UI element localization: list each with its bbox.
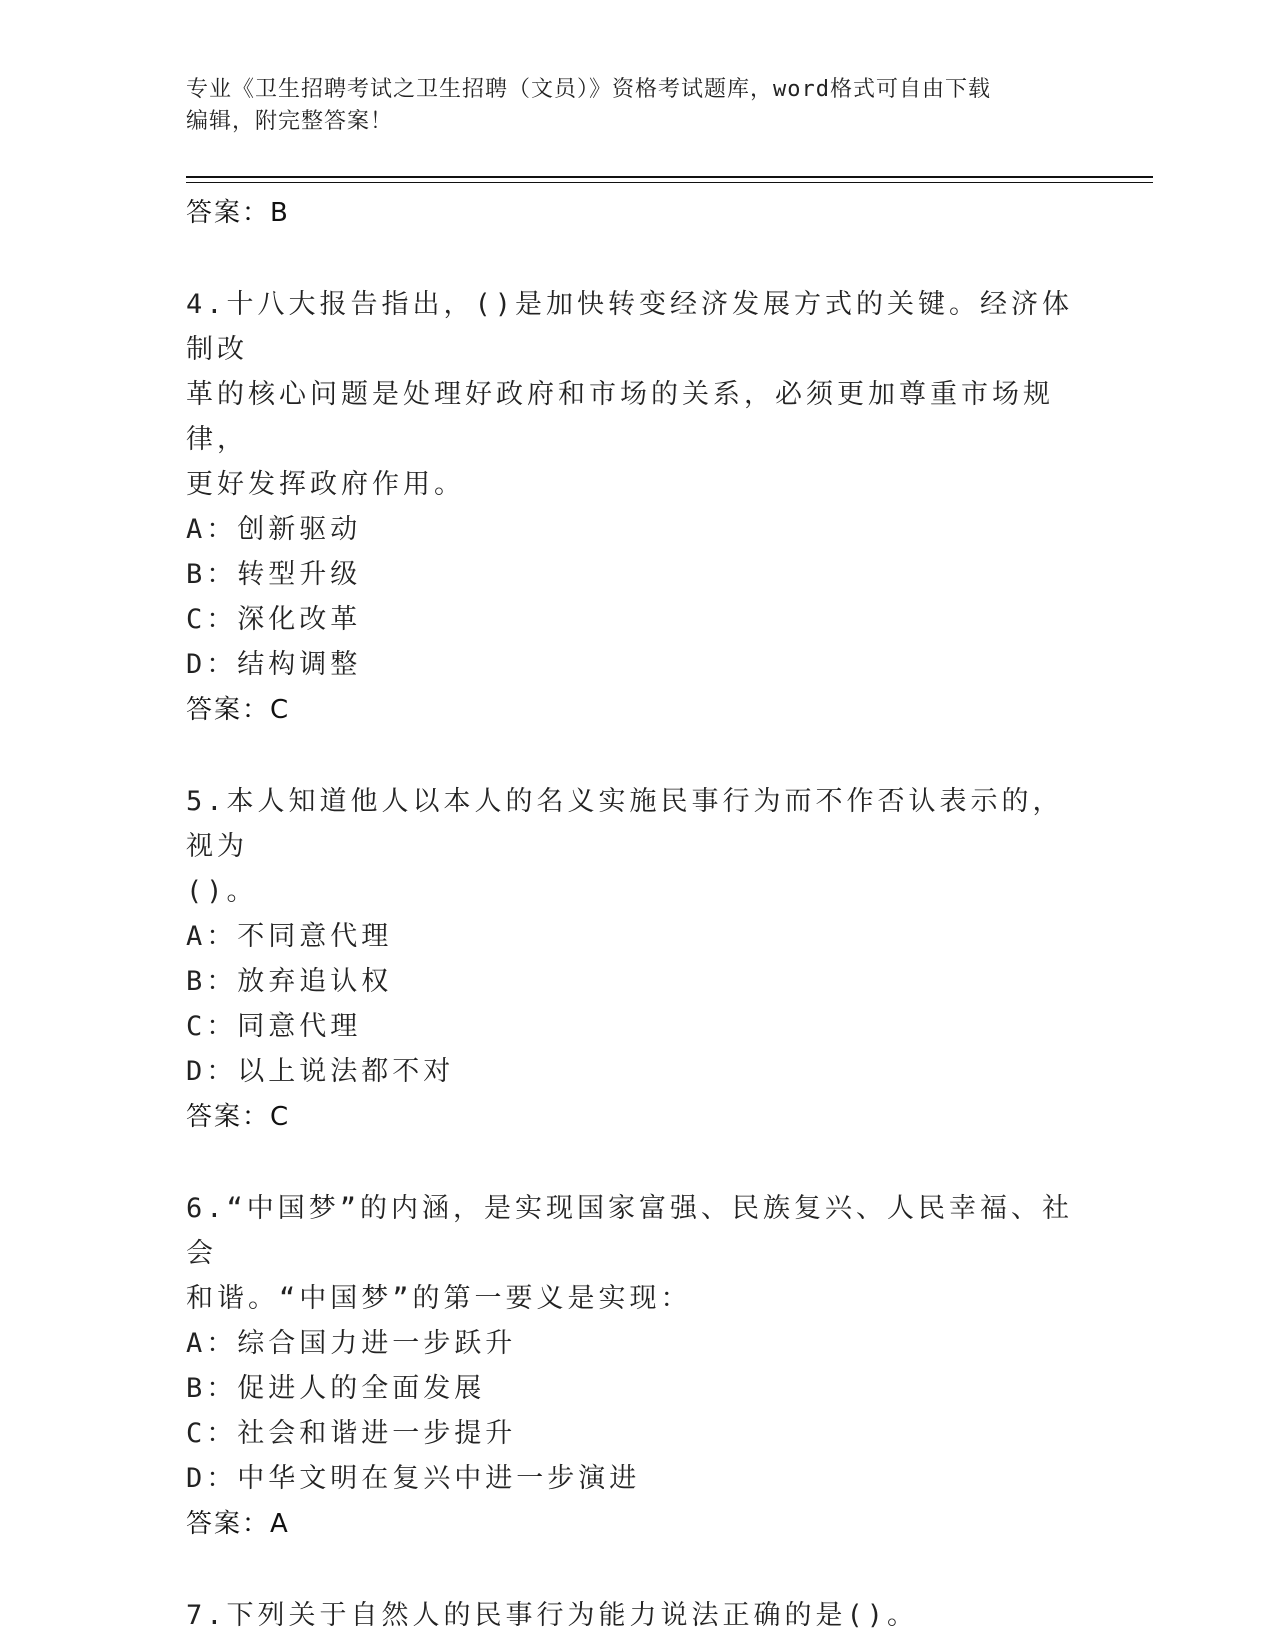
question-4-answer: 答案：C bbox=[186, 695, 291, 725]
question-4-line-3: 更好发挥政府作用。 bbox=[186, 469, 465, 500]
question-6-option-d: D：中华文明在复兴中进一步演进 bbox=[186, 1463, 641, 1494]
spacer bbox=[186, 236, 1086, 282]
question-6 bbox=[186, 1186, 1086, 1547]
question-6-option-a: A：综合国力进一步跃升 bbox=[186, 1328, 517, 1359]
document-header bbox=[186, 74, 1066, 138]
question-4-option-c: C：深化改革 bbox=[186, 604, 362, 635]
question-4-option-d: D：结构调整 bbox=[186, 649, 362, 680]
spacer bbox=[186, 1140, 1086, 1186]
question-6-line-1: 6.“中国梦”的内涵，是实现国家富强、民族复兴、人民幸福、社会 bbox=[186, 1193, 1074, 1269]
question-5-line-1: 5.本人知道他人以本人的名义实施民事行为而不作否认表示的，视为 bbox=[186, 786, 1064, 862]
question-4-text bbox=[186, 282, 1086, 507]
question-6-text bbox=[186, 1186, 1086, 1321]
question-4-option-a: A：创新驱动 bbox=[186, 514, 362, 545]
question-5-option-d: D：以上说法都不对 bbox=[186, 1056, 455, 1087]
question-4-option-b: B：转型升级 bbox=[186, 559, 362, 590]
question-4 bbox=[186, 282, 1086, 733]
question-6-option-b: B：促进人的全面发展 bbox=[186, 1373, 486, 1404]
spacer bbox=[186, 1547, 1086, 1593]
question-7-text bbox=[186, 1593, 1086, 1638]
question-6-line-2: 和谐。“中国梦”的第一要义是实现： bbox=[186, 1283, 692, 1314]
question-5-line-2: ()。 bbox=[186, 876, 258, 907]
question-5-text bbox=[186, 779, 1086, 914]
question-7 bbox=[186, 1593, 1086, 1638]
question-5-option-a: A：不同意代理 bbox=[186, 921, 393, 952]
spacer bbox=[186, 733, 1086, 779]
question-5-answer: 答案：C bbox=[186, 1102, 291, 1132]
header-divider-thin bbox=[186, 182, 1153, 183]
header-line-2: 编辑，附完整答案！ bbox=[186, 109, 394, 134]
question-5 bbox=[186, 779, 1086, 1140]
question-7-line-1: 7.下列关于自然人的民事行为能力说法正确的是()。 bbox=[186, 1600, 919, 1631]
header-divider-thick bbox=[186, 176, 1153, 178]
question-5-option-c: C：同意代理 bbox=[186, 1011, 362, 1042]
question-6-option-c: C：社会和谐进一步提升 bbox=[186, 1418, 517, 1449]
question-list bbox=[186, 190, 1086, 1638]
question-6-answer: 答案：A bbox=[186, 1509, 290, 1539]
header-line-1: 专业《卫生招聘考试之卫生招聘（文员）》资格考试题库，word格式可自由下载 bbox=[186, 77, 991, 102]
previous-answer: 答案：B bbox=[186, 198, 290, 228]
question-5-option-b: B：放弃追认权 bbox=[186, 966, 393, 997]
question-4-line-2: 革的核心问题是处理好政府和市场的关系，必须更加尊重市场规律， bbox=[186, 379, 1054, 455]
question-4-line-1: 4.十八大报告指出，()是加快转变经济发展方式的关键。经济体制改 bbox=[186, 289, 1074, 365]
